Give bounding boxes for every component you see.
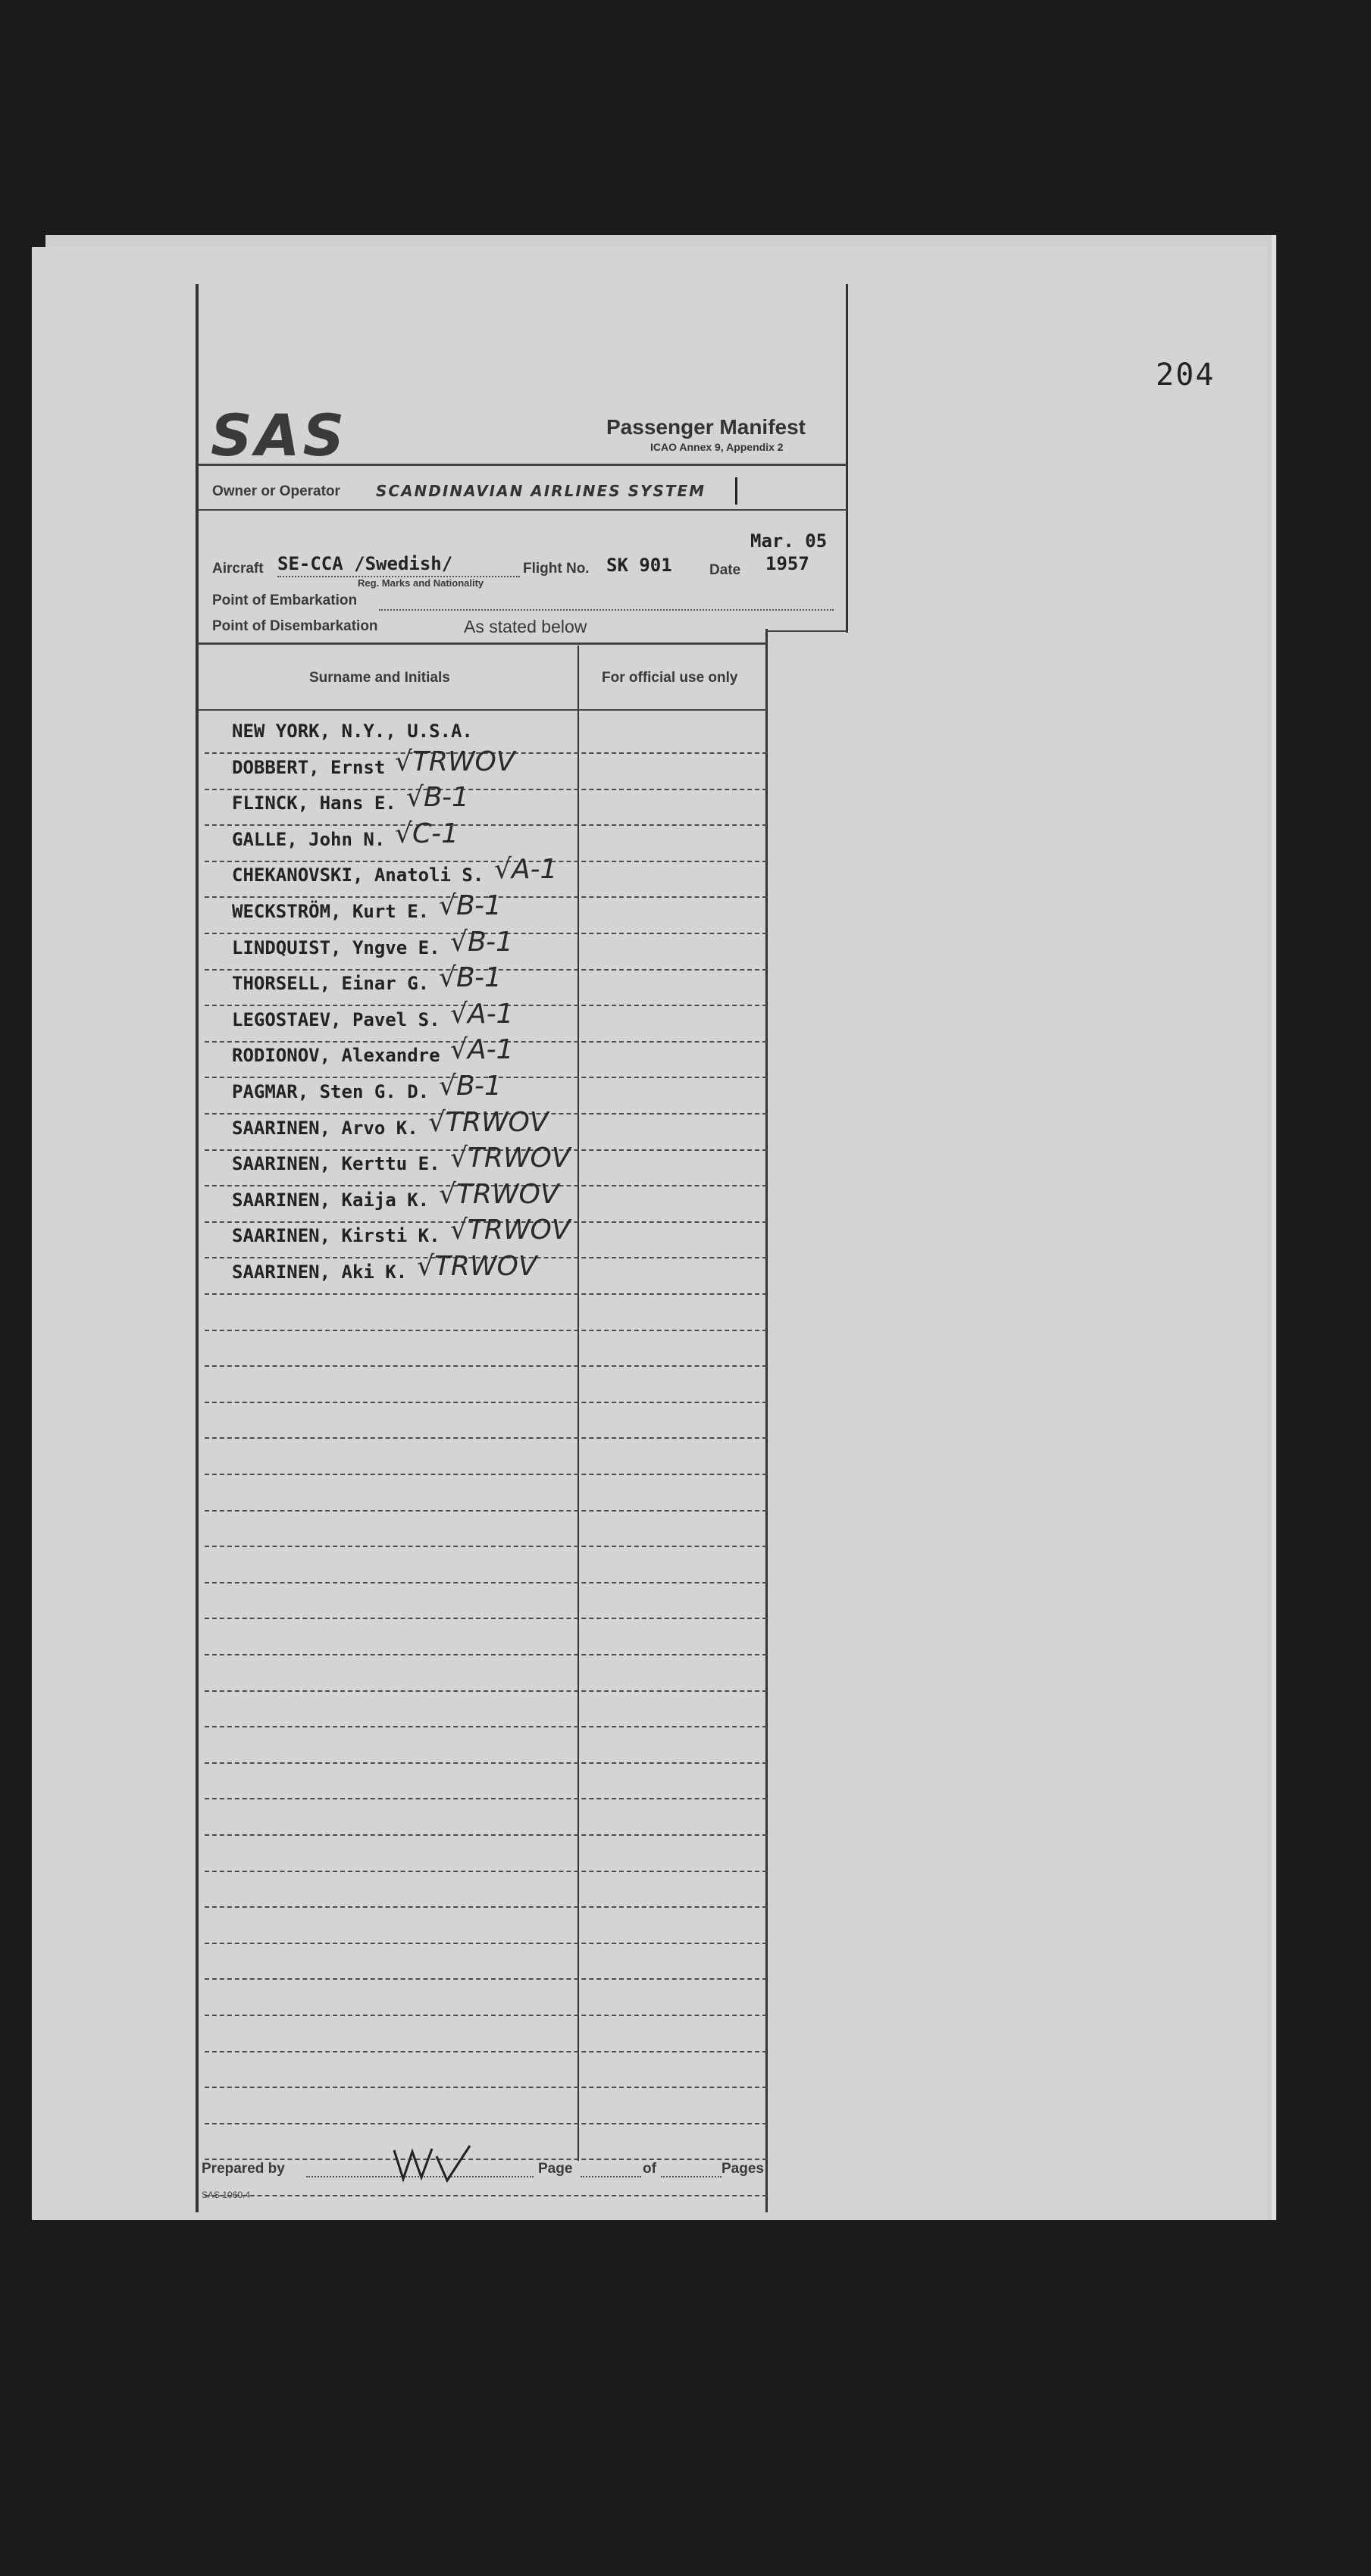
table-row-line — [205, 824, 767, 826]
owner-label: Owner or Operator — [212, 483, 340, 499]
table-row-line — [205, 1293, 767, 1295]
passenger-name: SAARINEN, Kirsti K. — [232, 1225, 440, 1246]
official-check-mark: √TRWOV — [450, 1143, 571, 1174]
passenger-name: SAARINEN, Kaija K. — [232, 1190, 430, 1211]
header-rule-2 — [199, 509, 847, 511]
aircraft-label: Aircraft — [212, 561, 264, 577]
signature — [387, 2135, 485, 2188]
passenger-name: SAARINEN, Kerttu E. — [232, 1153, 440, 1174]
passenger-name: FLINCK, Hans E. — [232, 792, 396, 814]
table-row-line — [205, 1582, 767, 1583]
official-check-mark: √TRWOV — [417, 1251, 537, 1282]
official-check-mark: √TRWOV — [428, 1107, 549, 1138]
table-row-line — [205, 1798, 767, 1799]
form-left-border — [196, 284, 199, 2212]
prepared-label: Prepared by — [202, 2161, 285, 2177]
table-row-line — [205, 1546, 767, 1547]
aircraft-value: SE-CCA /Swedish/ — [277, 553, 453, 574]
passenger-name: LEGOSTAEV, Pavel S. — [232, 1009, 440, 1030]
embarkation-dots — [379, 609, 834, 611]
passenger-name: NEW YORK, N.Y., U.S.A. — [232, 721, 473, 742]
disembarkation-value: As stated below — [464, 617, 587, 636]
table-row-line — [205, 2087, 767, 2088]
table-row-line — [205, 1437, 767, 1439]
table-row-line — [205, 1330, 767, 1331]
header-rule-3 — [199, 642, 767, 645]
official-check-mark: √B-1 — [439, 890, 502, 921]
official-check-mark: √A-1 — [494, 854, 558, 885]
table-row-line — [205, 1618, 767, 1619]
table-row-line — [205, 789, 767, 790]
aircraft-sublabel: Reg. Marks and Nationality — [358, 577, 484, 589]
official-check-mark: √B-1 — [450, 927, 513, 958]
header-right-border — [846, 284, 848, 633]
passenger-name: RODIONOV, Alexandre — [232, 1045, 440, 1066]
pages-label: Pages — [721, 2161, 764, 2177]
official-column-header: For official use only — [602, 670, 738, 686]
table-row-line — [205, 1690, 767, 1692]
passenger-name: SAARINEN, Arvo K. — [232, 1118, 418, 1139]
disembarkation-label: Point of Disembarkation — [212, 618, 378, 634]
form-subtitle: ICAO Annex 9, Appendix 2 — [650, 441, 784, 453]
passenger-name: PAGMAR, Sten G. D. — [232, 1081, 430, 1102]
table-row-line — [205, 1402, 767, 1403]
passenger-name: SAARINEN, Aki K. — [232, 1261, 408, 1283]
date-line2: 1957 — [765, 553, 809, 574]
page-dots — [581, 2176, 641, 2177]
passenger-name: CHEKANOVSKI, Anatoli S. — [232, 864, 484, 886]
embarkation-label: Point of Embarkation — [212, 592, 358, 608]
table-row-line — [205, 2159, 767, 2160]
table-row-line — [205, 1978, 767, 1980]
form-code: SAS 1060.4 — [202, 2190, 251, 2200]
flight-value: SK 901 — [606, 555, 672, 576]
official-check-mark: √B-1 — [439, 962, 502, 993]
page-number: 204 — [1156, 358, 1216, 392]
official-check-mark: √A-1 — [450, 1034, 514, 1065]
official-check-mark: √C-1 — [395, 818, 459, 849]
table-row-line — [205, 2051, 767, 2052]
page-label: Page — [538, 2161, 573, 2177]
official-check-mark: √A-1 — [450, 999, 514, 1030]
table-row-line — [205, 1871, 767, 1872]
passenger-name: GALLE, John N. — [232, 829, 386, 850]
table-right-border — [765, 629, 768, 2212]
manifest-sheet — [32, 247, 1267, 2220]
table-row-line — [205, 1510, 767, 1512]
official-check-mark: √TRWOV — [439, 1179, 559, 1210]
table-row-line — [205, 2015, 767, 2016]
table-row-line — [205, 1726, 767, 1727]
passenger-name: THORSELL, Einar G. — [232, 973, 430, 994]
passenger-name: WECKSTRÖM, Kurt E. — [232, 901, 430, 922]
table-row-line — [205, 1943, 767, 1944]
table-row-line — [205, 2123, 767, 2124]
table-row-line — [205, 1654, 767, 1655]
flight-label: Flight No. — [523, 561, 590, 577]
passenger-name: LINDQUIST, Yngve E. — [232, 937, 440, 958]
sas-logo: SAS — [211, 402, 348, 469]
table-row-line — [205, 1834, 767, 1836]
official-column-divider — [578, 646, 579, 2161]
table-row-line — [205, 861, 767, 862]
table-row-line — [205, 1906, 767, 1908]
header-step-rule — [765, 630, 847, 632]
of-dots — [661, 2176, 721, 2177]
official-check-mark: √B-1 — [439, 1071, 502, 1102]
table-row-line — [205, 1365, 767, 1367]
table-head-rule — [199, 709, 767, 711]
table-row-line — [205, 1762, 767, 1764]
passenger-name: DOBBERT, Ernst — [232, 757, 386, 778]
surname-column-header: Surname and Initials — [309, 670, 450, 686]
official-check-mark: √B-1 — [406, 782, 469, 813]
table-row-line — [205, 2195, 767, 2196]
of-label: of — [643, 2161, 656, 2177]
owner-value: SCANDINAVIAN AIRLINES SYSTEM — [376, 482, 706, 500]
official-check-mark: √TRWOV — [450, 1215, 571, 1246]
form-title: Passenger Manifest — [606, 415, 806, 439]
date-label: Date — [709, 562, 741, 578]
official-check-mark: √TRWOV — [395, 746, 515, 777]
owner-stroke — [735, 477, 737, 505]
date-line1: Mar. 05 — [750, 530, 828, 552]
table-row-line — [205, 1474, 767, 1475]
